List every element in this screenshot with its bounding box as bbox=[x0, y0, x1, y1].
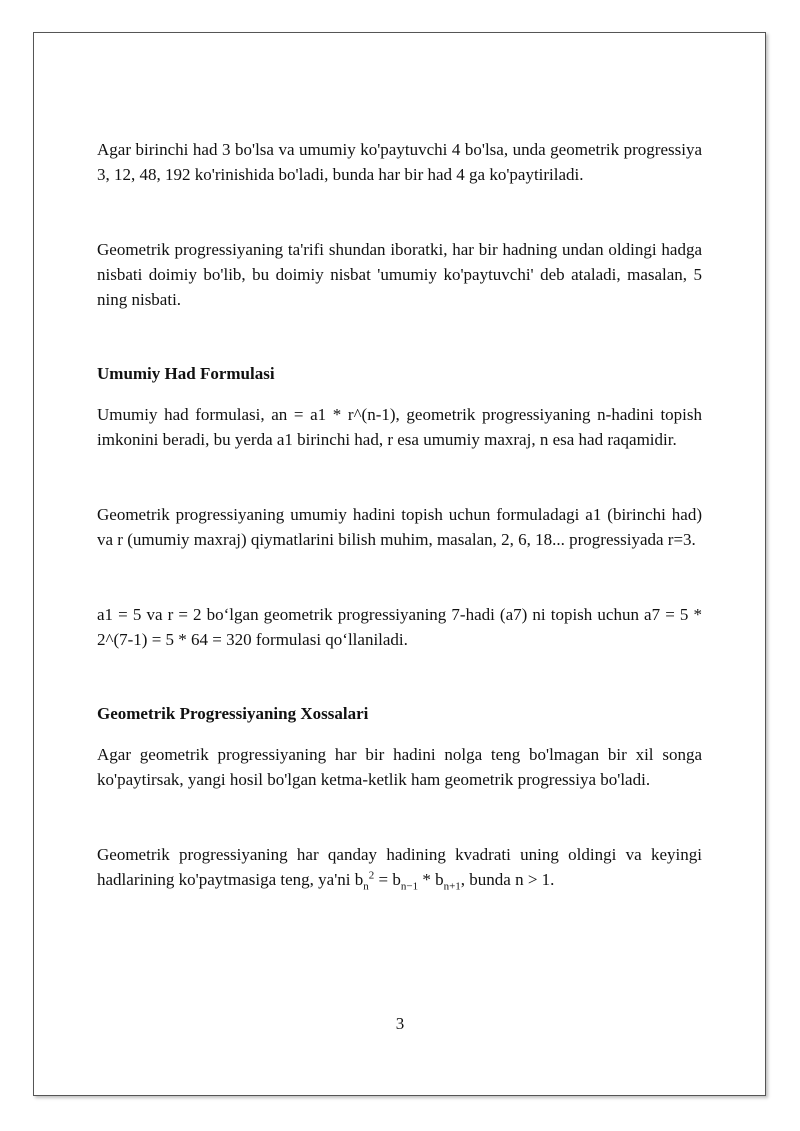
formula-superscript-2: 2 bbox=[368, 869, 375, 882]
heading-general-term-formula: Umumiy Had Formulasi bbox=[97, 364, 275, 383]
document-body bbox=[97, 137, 702, 892]
formula-subscript-n-minus-1: n−1 bbox=[400, 880, 419, 893]
paragraph-finding-term: Geometrik progressiyaning umumiy hadini topish uchun formuladagi a1 (birinchi had) va r (umumiy maxraj) qiymatlarini bilish muhim, masalan, 2, 6, 18... progressiyada r=3. bbox=[97, 505, 702, 549]
paragraph-example-sequence: Agar birinchi had 3 bo'lsa va umumiy ko'paytuvchi 4 bo'lsa, unda geometrik progressiya 3, 12, 48, 192 ko'rinishida bo'ladi, bunda har bir had 4 ga ko'paytiriladi. bbox=[97, 140, 702, 184]
paragraph-property-multiply: Agar geometrik progressiyaning har bir hadini nolga teng bo'lmagan bir xil songa ko'paytirsak, yangi hosil bo'lgan ketma-ketlik ham geometrik progressiya bo'ladi. bbox=[97, 745, 702, 789]
formula-subscript-n-plus-1: n+1 bbox=[443, 880, 461, 893]
paragraph-general-term: Umumiy had formulasi, an = a1 * r^(n-1), geometrik progressiyaning n-hadini topish imkonini beradi, bu yerda a1 birinchi had, r esa umumiy maxraj, n esa had raqamidir. bbox=[97, 405, 702, 449]
paragraph-seventh-term-example: a1 = 5 va r = 2 bo‘lgan geometrik progressiyaning 7-hadi (a7) ni topish uchun a7 = 5 * 2^(7-1) = 5 * 64 = 320 formulasi qo‘llaniladi. bbox=[97, 605, 702, 649]
formula-b: b bbox=[354, 870, 364, 889]
heading-properties: Geometrik Progressiyaning Xossalari bbox=[97, 704, 369, 723]
formula-b-next: b bbox=[435, 870, 444, 889]
paragraph-property-square bbox=[97, 842, 702, 892]
formula-subscript-n: n bbox=[363, 880, 369, 893]
paragraph-definition: Geometrik progressiyaning ta'rifi shundan iboratki, har bir hadning undan oldingi hadga nisbati doimiy bo'lib, bu doimiy nisbat 'umumiy ko'paytuvchi' deb ataladi, masalan, 5 ning nisbati. bbox=[97, 240, 702, 309]
page-number: 3 bbox=[395, 1014, 405, 1033]
formula-equals: = bbox=[374, 870, 393, 889]
formula-b-prev: b bbox=[392, 870, 401, 889]
property-square-text: Geometrik progressiyaning har qanday hadining kvadrati uning oldingi va keyingi hadlarining ko'paytmasiga teng, ya'ni bbox=[97, 845, 702, 889]
formula-condition: , bunda n > 1. bbox=[460, 870, 555, 889]
formula-multiply: * bbox=[418, 870, 436, 889]
